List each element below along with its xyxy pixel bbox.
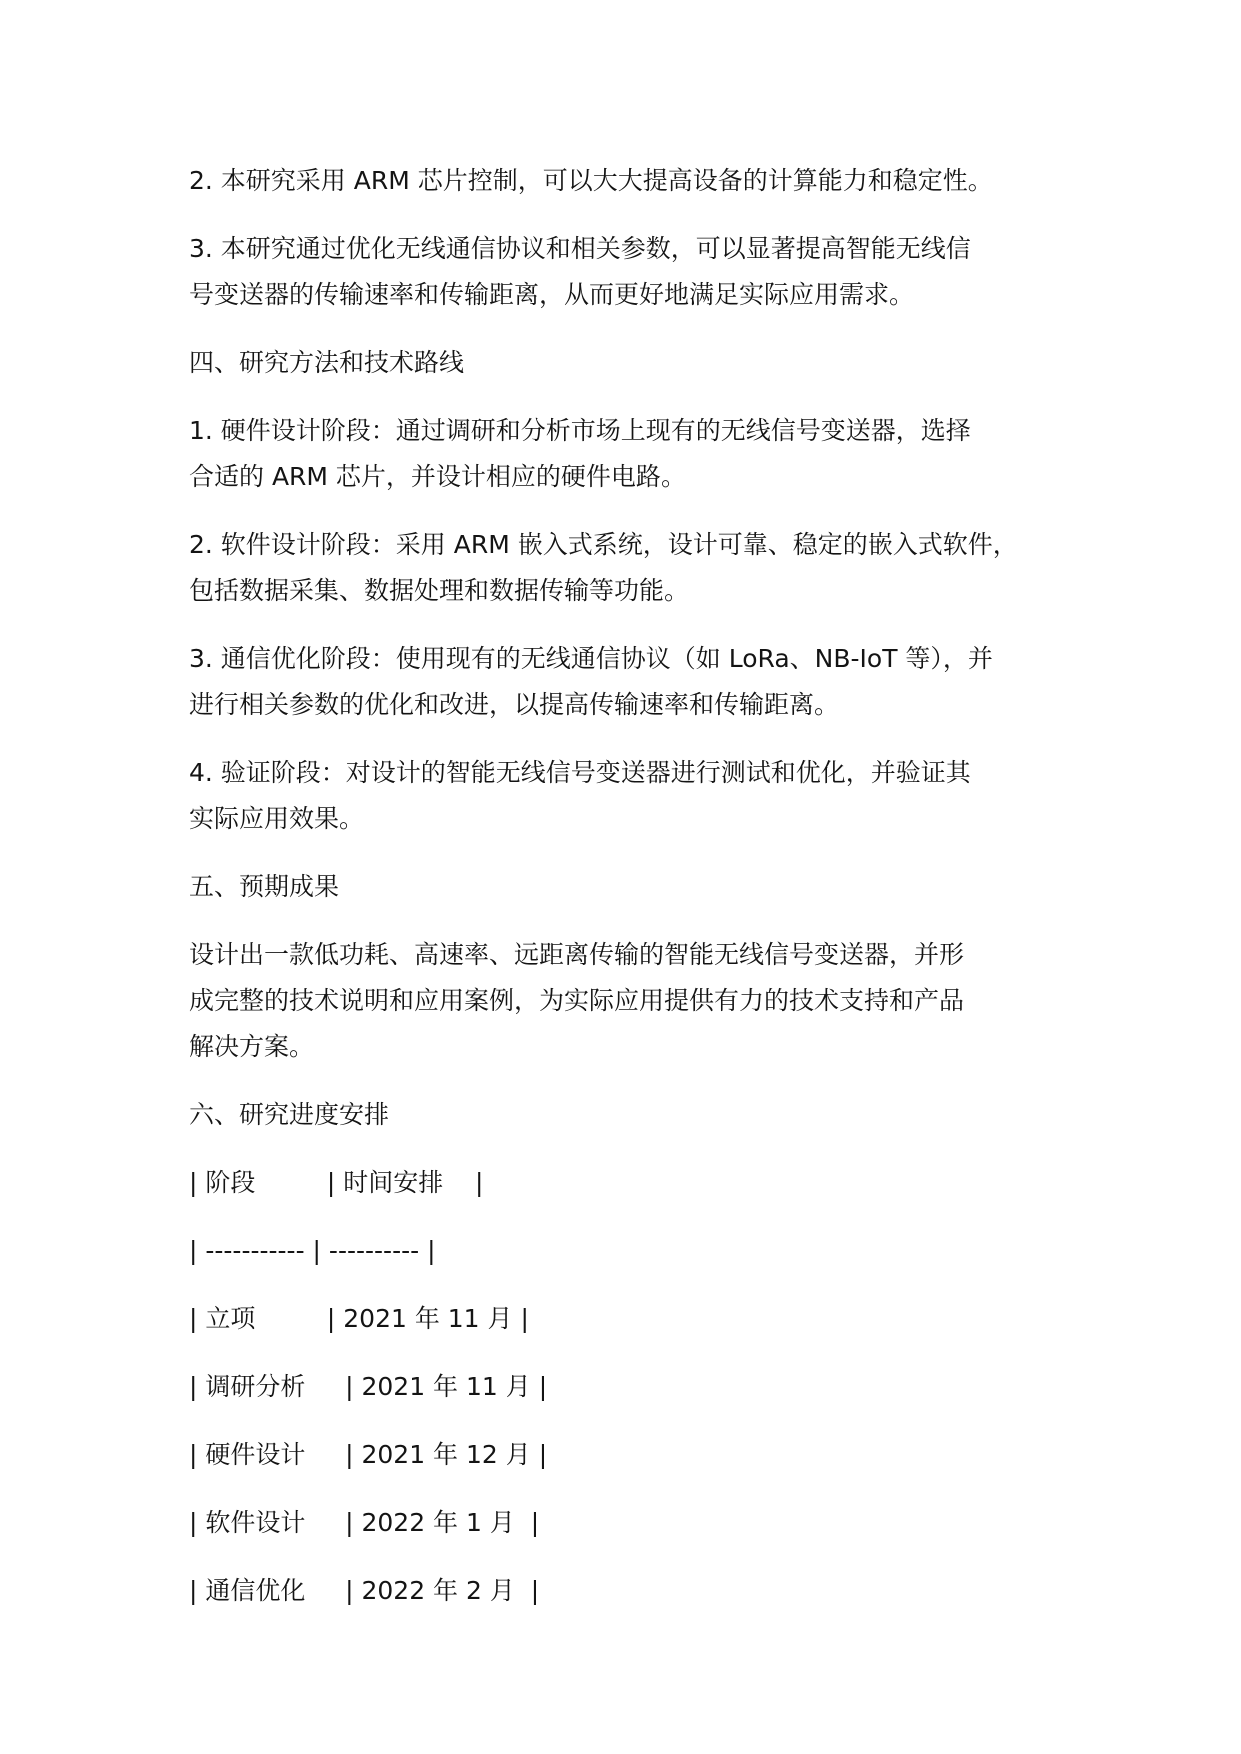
paragraph-communication-optimization: 3. 通信优化阶段：使用现有的无线通信协议（如 LoRa、NB-IoT 等），并 进行相关参数的优化和改进，以提高传输速率和传输距离。 — [189, 644, 993, 719]
section-heading-methods: 四、研究方法和技术路线 — [189, 348, 465, 377]
paragraph-expected-results: 设计出一款低功耗、高速率、远距离传输的智能无线信号变送器，并形 成完整的技术说明和应用案例，为实际应用提供有力的技术支持和产品 解决方案。 — [189, 940, 965, 1061]
schedule-table-separator: | ----------- | ---------- | — [189, 1236, 436, 1265]
paragraph-protocol-optimization: 3. 本研究通过优化无线通信协议和相关参数，可以显著提高智能无线信 号变送器的传输速率和传输距离，从而更好地满足实际应用需求。 — [189, 234, 971, 309]
schedule-table-row: | 软件设计 | 2022 年 1 月 | — [189, 1508, 540, 1537]
schedule-table-row: | 调研分析 | 2021 年 11 月 | — [189, 1372, 548, 1401]
section-heading-schedule: 六、研究进度安排 — [189, 1100, 390, 1129]
schedule-table-header: | 阶段 | 时间安排 | — [189, 1168, 484, 1197]
schedule-table-row: | 立项 | 2021 年 11 月 | — [189, 1304, 529, 1333]
paragraph-validation: 4. 验证阶段：对设计的智能无线信号变送器进行测试和优化，并验证其 实际应用效果。 — [189, 758, 971, 833]
paragraph-software-design: 2. 软件设计阶段：采用 ARM 嵌入式系统，设计可靠、稳定的嵌入式软件， 包括数据采集、数据处理和数据传输等功能。 — [189, 530, 1018, 605]
schedule-table-row: | 通信优化 | 2022 年 2 月 | — [189, 1576, 540, 1605]
document-page — [189, 158, 1089, 1636]
schedule-table-row: | 硬件设计 | 2021 年 12 月 | — [189, 1440, 548, 1469]
paragraph-arm-control: 2. 本研究采用 ARM 芯片控制，可以大大提高设备的计算能力和稳定性。 — [189, 166, 993, 195]
paragraph-hardware-design: 1. 硬件设计阶段：通过调研和分析市场上现有的无线信号变送器，选择 合适的 ARM 芯片，并设计相应的硬件电路。 — [189, 416, 971, 491]
section-heading-expected-results: 五、预期成果 — [189, 872, 340, 901]
